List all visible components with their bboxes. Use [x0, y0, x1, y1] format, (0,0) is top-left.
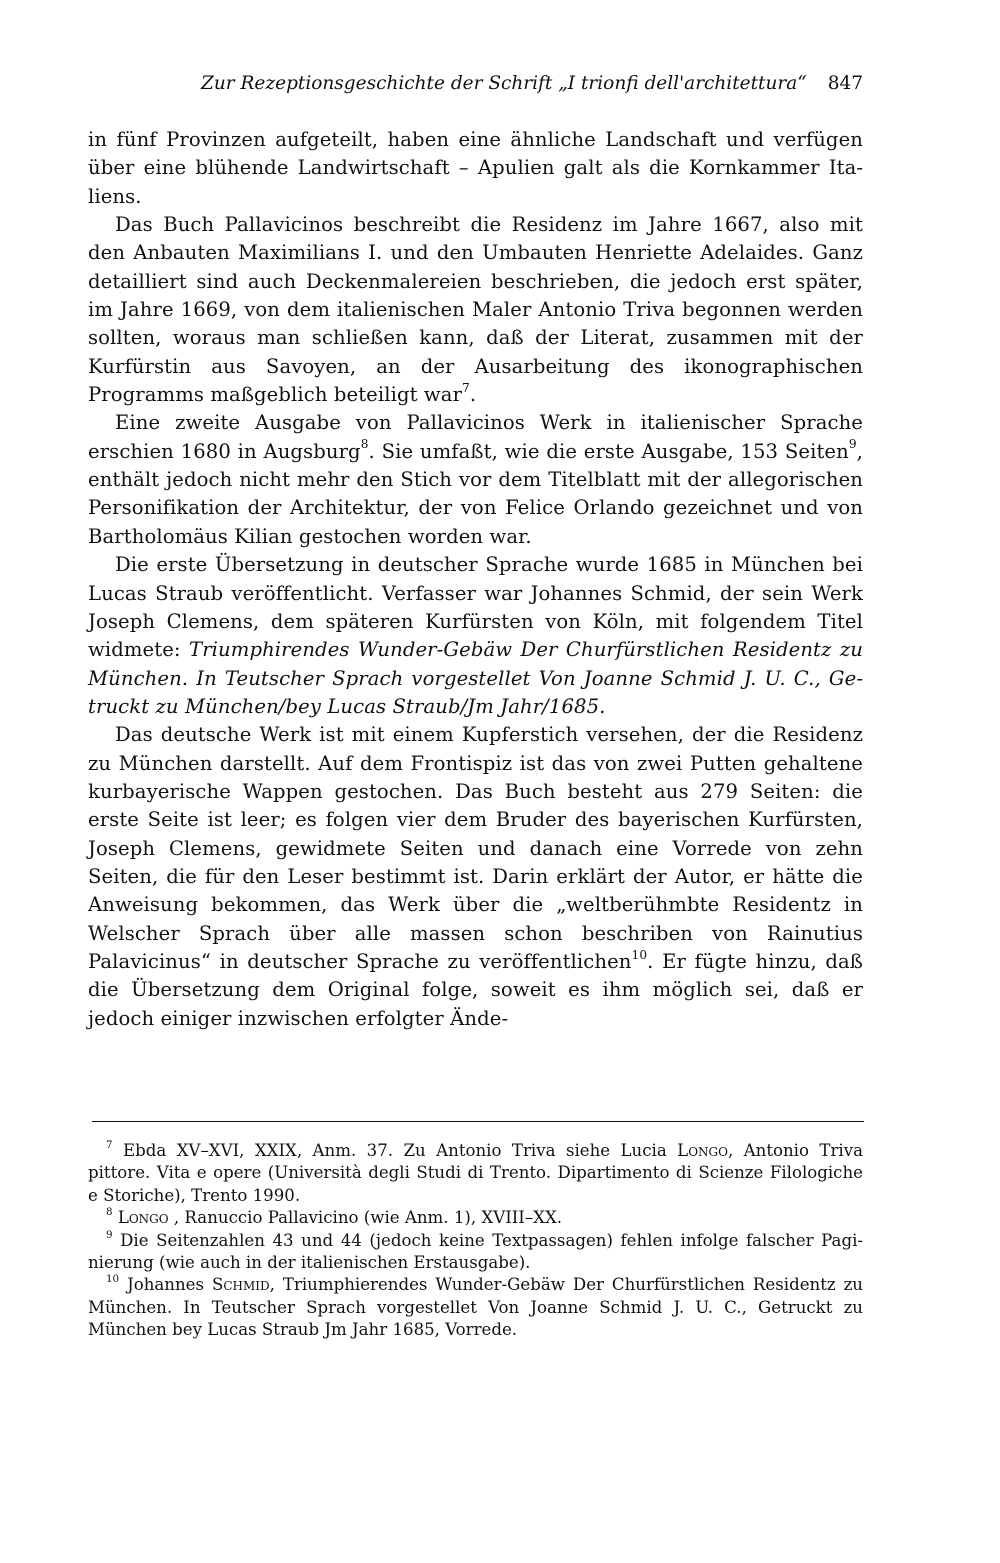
author-name: Schmid: [211, 1275, 270, 1295]
paragraph-1: in fünf Provinzen aufgeteilt, haben eine ähnliche Landschaft und verfügen über eine blühende Landwirtschaft – Apulien galt als die Kornkammer Italiens.: [88, 128, 863, 208]
running-head-title: Zur Rezeptionsgeschichte der Schrift „I trionfi dell'architettura“: [201, 73, 807, 94]
paragraph-2: Das Buch Pallavicinos beschreibt die Residenz im Jahre 1667, also mit den Anbauten Maximilians I. und den Umbauten Henriette Adelaides. Ganz detailliert sind auch Deckenmalereien beschrieben, die jedoch erst später, im Jahre 1669, von dem italienischen Maler Antonio Triva begonnen werden sollten, woraus man schließen kann, daß der Literat, zusammen mit der Kurfürstin aus Savoyen, an der Ausarbeitung des ikonographischen Programms maßgeblich beteiligt war$^7$.: [88, 213, 863, 407]
footnote-9: $^9$ Die Seitenzahlen 43 und 44 (jedoch keine Textpassagen) fehlen infolge falscher Paginierung (wie auch in der italienischen Erstausgabe).: [88, 1228, 863, 1273]
footnote-number: 8: [106, 1206, 113, 1219]
page-number: 847: [827, 73, 863, 94]
footnote-ref-8[interactable]: 8: [360, 437, 369, 452]
footnote-ref-10[interactable]: 10: [631, 947, 648, 962]
work-title-italic: Triumphirendes Wunder-Gebäw Der Churfürstlichen Residentz zu München. In Teutscher Sprach vorgestellet Von Joanne Schmid J. U. C., Getruckt zu München/bey Lucas Straub/Jm Jahr/1685.: [88, 638, 863, 718]
footnote-divider: [92, 1121, 864, 1122]
author-name: Longo: [117, 1208, 169, 1228]
footnotes: [88, 1140, 863, 1342]
footnote-7: $^7$ Ebda XV–XVI, XXIX, Anm. 37. Zu Antonio Triva siehe Lucia Longo, Antonio Triva pittore. Vita e opere (Università degli Studi di Trento. Dipartimento di Scienze Filologiche e Storiche), Trento 1990.: [88, 1138, 863, 1205]
footnote-8: $^8$ Longo , Ranuccio Pallavicino (wie Anm. 1), XVIII–XX.: [106, 1206, 563, 1228]
paragraph-4: Die erste Übersetzung in deutscher Sprache wurde 1685 in München bei Lucas Straub veröffentlicht. Verfasser war Johannes Schmid, der sein Werk Joseph Clemens, dem späteren Kurfürsten von Köln, mit folgendem Titel widmete: Triumphirendes Wunder-Gebäw Der Churfürstlichen Residentz zu München. In Teutscher Sprach vorgestellet Von Joanne Schmid J. U. C., Getruckt zu München/bey Lucas Straub/Jm Jahr/1685.: [88, 553, 863, 718]
author-name: Longo: [677, 1141, 728, 1160]
footnote-10: $^{10}$ Johannes Schmid, Triumphierendes Wunder-Gebäw Der Churfürstlichen Residentz zu München. In Teutscher Sprach vorgestellet Von Joanne Schmid J. U. C., Getruckt zu München bey Lucas Straub Jm Jahr 1685, Vorrede.: [88, 1273, 863, 1340]
paragraph-5: Das deutsche Werk ist mit einem Kupferstich versehen, der die Residenz zu München darstellt. Auf dem Frontispiz ist das von zwei Putten gehaltene kurbayerische Wappen gestochen. Das Buch besteht aus 279 Seiten: die erste Seite ist leer; es folgen vier dem Bruder des bayerischen Kurfürsten, Joseph Clemens, gewidmete Seiten und danach eine Vorrede von zehn Seiten, die für den Leser bestimmt ist. Darin erklärt der Autor, er hätte die Anweisung bekommen, das Werk über die „weltberühmbte Residentz in Welscher Sprach über alle massen schon beschriben von Rainutius Palavicinus“ in deutscher Sprache zu veröffentlichen$^{10}$. Er fügte hinzu, daß die Übersetzung dem Original folge, soweit es ihm möglich sei, daß er jedoch einiger inzwischen erfolgter Ände-: [88, 723, 863, 1030]
footnote-number: 9: [106, 1228, 113, 1241]
footnote-number: 7: [106, 1138, 113, 1151]
body-text: [88, 126, 863, 1033]
paragraph-3: Eine zweite Ausgabe von Pallavicinos Werk in italienischer Sprache erschien 1680 in Augsburg$^8$. Sie umfaßt, wie die erste Ausgabe, 153 Seiten$^9$, enthält jedoch nicht mehr den Stich vor dem Titelblatt mit der allegorischen Personifikation der Architektur, der von Felice Orlando gezeichnet und von Bartholomäus Kilian gestochen worden war.: [88, 411, 863, 548]
footnote-ref-7[interactable]: 7: [462, 380, 470, 395]
footnote-ref-9[interactable]: 9: [848, 437, 857, 452]
running-head: [88, 72, 863, 98]
footnote-number: 10: [106, 1273, 120, 1286]
